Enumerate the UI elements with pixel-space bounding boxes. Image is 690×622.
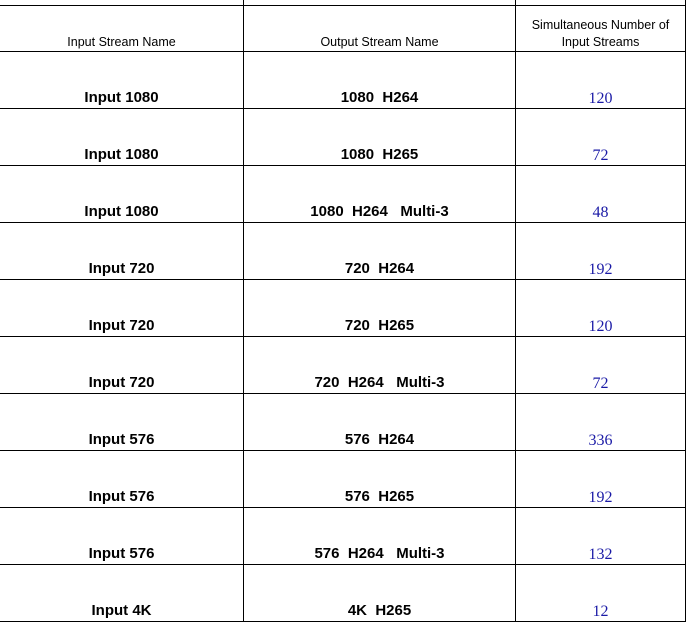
- stream-count-cell: 192: [588, 489, 613, 506]
- input-stream-cell: Input 720: [88, 374, 155, 391]
- output-stream-cell: 1080 H264: [340, 89, 419, 106]
- output-stream-cell: 1080 H265: [340, 146, 419, 163]
- input-stream-cell: Input 1080: [84, 146, 159, 163]
- row-divider: [0, 5, 685, 6]
- input-stream-cell: Input 1080: [84, 203, 159, 220]
- header-input-stream-name: Input Stream Name: [67, 35, 176, 49]
- output-stream-cell: 720 H264 Multi-3: [314, 374, 445, 391]
- stream-count-cell: 336: [588, 432, 613, 449]
- output-stream-cell: 4K H265: [347, 602, 412, 619]
- row-divider: [0, 222, 685, 223]
- stream-count-cell: 192: [588, 261, 613, 278]
- input-stream-cell: Input 4K: [91, 602, 152, 619]
- output-stream-cell: 720 H265: [344, 317, 415, 334]
- output-stream-cell: 1080 H264 Multi-3: [310, 203, 449, 220]
- stream-count-cell: 72: [592, 375, 609, 392]
- header-output-stream-name: Output Stream Name: [320, 35, 439, 49]
- row-divider: [0, 507, 685, 508]
- header-simultaneous-count-line2: Input Streams: [561, 35, 640, 49]
- stream-count-cell: 48: [592, 204, 609, 221]
- stream-count-cell: 120: [588, 318, 613, 335]
- column-divider: [685, 0, 686, 622]
- row-divider: [0, 450, 685, 451]
- output-stream-cell: 720 H264: [344, 260, 415, 277]
- input-stream-cell: Input 1080: [84, 89, 159, 106]
- header-simultaneous-count-line1: Simultaneous Number of: [531, 18, 670, 32]
- row-divider: [0, 564, 685, 565]
- stream-count-cell: 120: [588, 90, 613, 107]
- stream-count-cell: 12: [592, 603, 609, 620]
- row-divider: [0, 51, 685, 52]
- input-stream-cell: Input 576: [88, 545, 155, 562]
- input-stream-cell: Input 576: [88, 431, 155, 448]
- output-stream-cell: 576 H265: [344, 488, 415, 505]
- stream-count-cell: 132: [588, 546, 613, 563]
- output-stream-cell: 576 H264 Multi-3: [314, 545, 445, 562]
- row-divider: [0, 393, 685, 394]
- row-divider: [0, 279, 685, 280]
- row-divider: [0, 336, 685, 337]
- stream-count-cell: 72: [592, 147, 609, 164]
- row-divider: [0, 108, 685, 109]
- output-stream-cell: 576 H264: [344, 431, 415, 448]
- input-stream-cell: Input 720: [88, 260, 155, 277]
- row-divider: [0, 165, 685, 166]
- input-stream-cell: Input 720: [88, 317, 155, 334]
- input-stream-cell: Input 576: [88, 488, 155, 505]
